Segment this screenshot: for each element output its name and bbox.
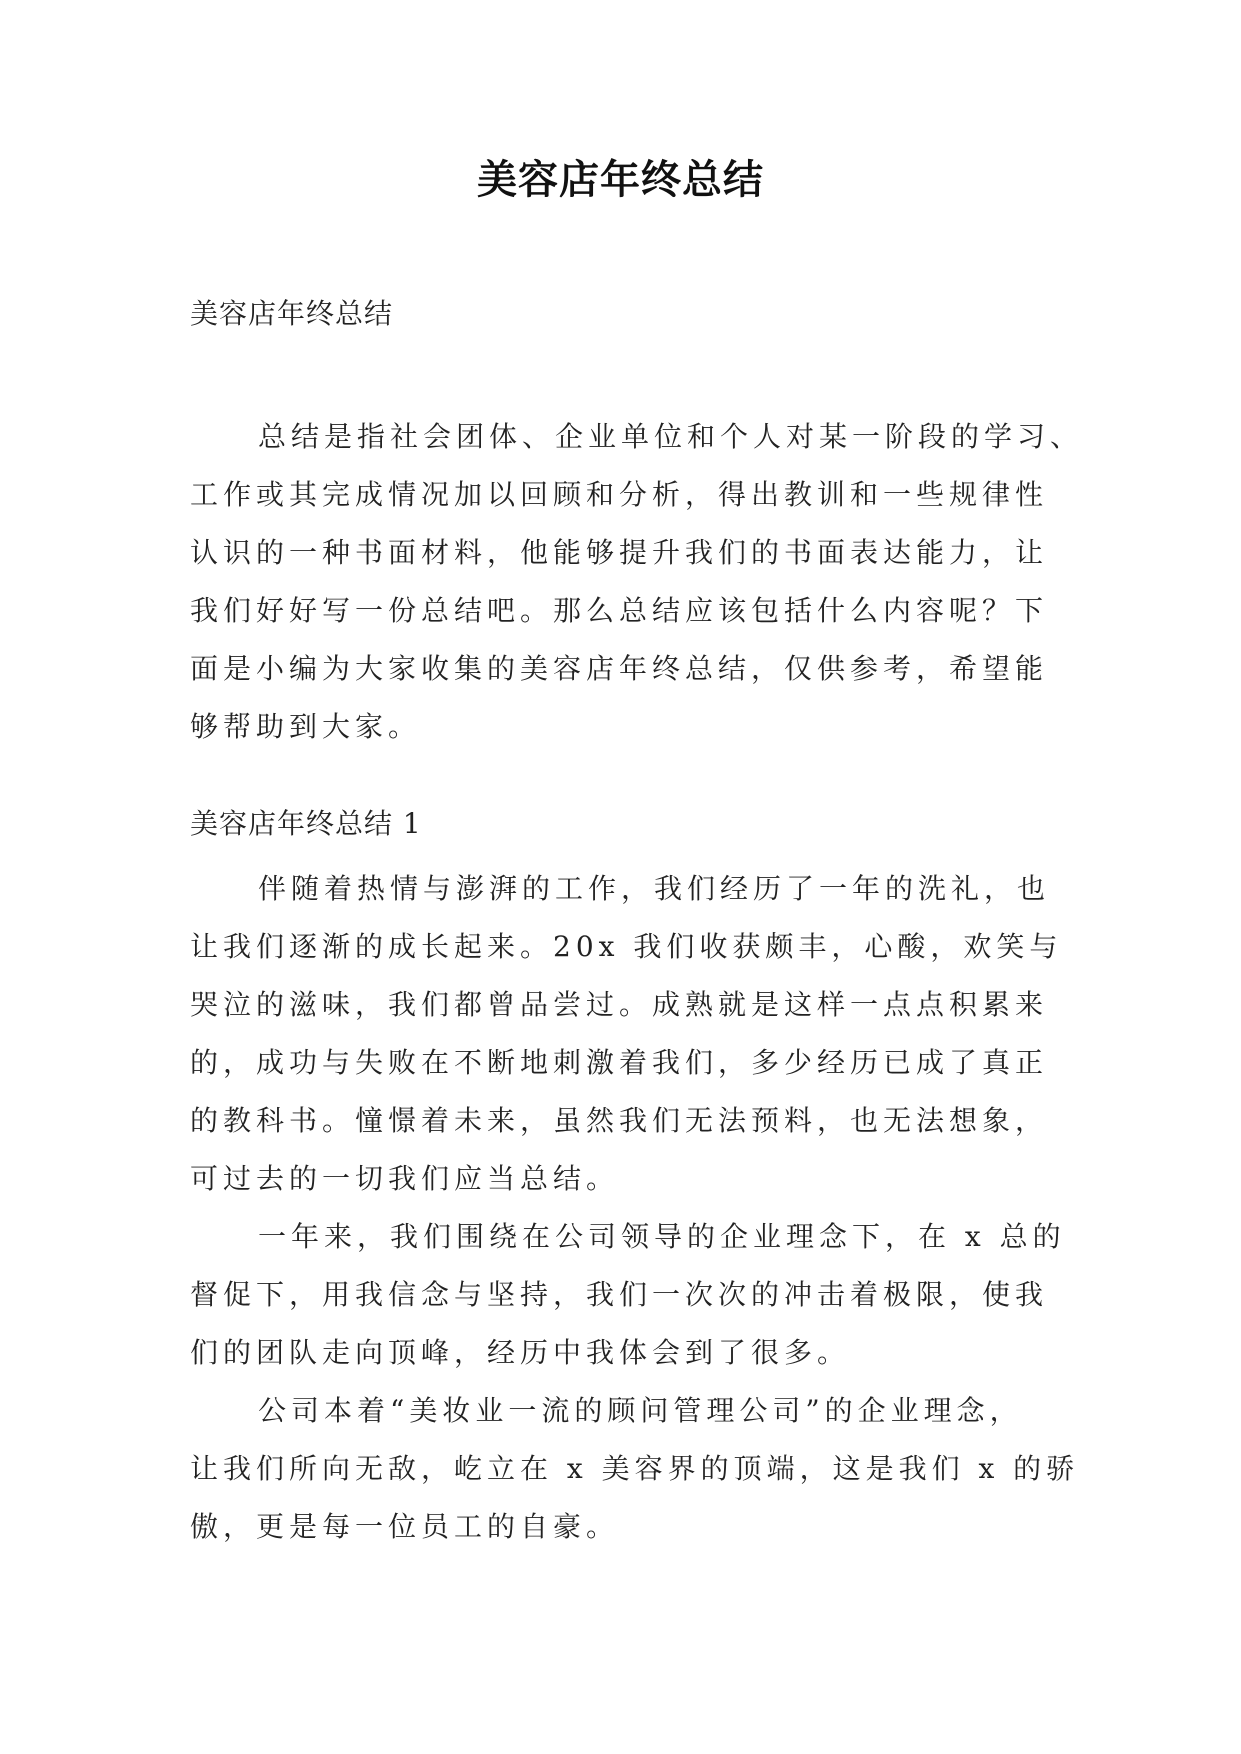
document-title: 美容店年终总结 <box>477 156 764 203</box>
section-body <box>190 860 1080 1556</box>
paragraph-line: 们的团队走向顶峰，经历中我体会到了很多。 <box>190 1336 851 1369</box>
paragraph-line: 让我们逐渐的成长起来。20x 我们收获颇丰，心酸，欢笑与 <box>190 930 1063 963</box>
paragraph-line: 傲，更是每一位员工的自豪。 <box>190 1510 620 1543</box>
paragraph-line: 哭泣的滋味，我们都曾品尝过。成熟就是这样一点点积累来 <box>190 988 1049 1021</box>
section-heading: 美容店年终总结 1 <box>190 807 422 840</box>
intro-paragraph <box>190 408 1084 756</box>
intro-line: 够帮助到大家。 <box>190 710 422 743</box>
paragraph-line: 伴随着热情与澎湃的工作，我们经历了一年的洗礼，也 <box>258 872 1051 905</box>
paragraph-line: 公司本着“美妆业一流的顾问管理公司”的企业理念， <box>258 1394 1023 1427</box>
intro-line: 面是小编为大家收集的美容店年终总结，仅供参考，希望能 <box>190 652 1049 685</box>
paragraph-line: 可过去的一切我们应当总结。 <box>190 1162 620 1195</box>
paragraph-line: 一年来，我们围绕在公司领导的企业理念下，在 x 总的 <box>258 1220 1066 1253</box>
paragraph-line: 的教科书。憧憬着未来，虽然我们无法预料，也无法想象， <box>190 1104 1049 1137</box>
intro-line: 认识的一种书面材料，他能够提升我们的书面表达能力，让 <box>190 536 1049 569</box>
paragraph-line: 督促下，用我信念与坚持，我们一次次的冲击着极限，使我 <box>190 1278 1049 1311</box>
paragraph-line: 让我们所向无敌，屹立在 x 美容界的顶端，这是我们 x 的骄 <box>190 1452 1080 1485</box>
paragraph-line: 的，成功与失败在不断地刺激着我们，多少经历已成了真正 <box>190 1046 1049 1079</box>
document-subtitle: 美容店年终总结 <box>190 297 394 330</box>
intro-line: 总结是指社会团体、企业单位和个人对某一阶段的学习、 <box>258 420 1084 453</box>
intro-line: 我们好好写一份总结吧。那么总结应该包括什么内容呢？下 <box>190 594 1049 627</box>
intro-line: 工作或其完成情况加以回顾和分析，得出教训和一些规律性 <box>190 478 1049 511</box>
